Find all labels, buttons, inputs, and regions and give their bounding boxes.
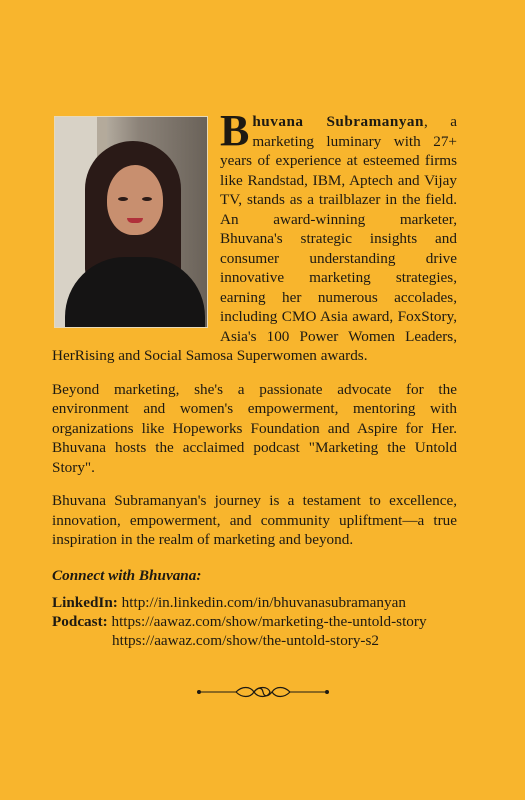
journey-paragraph: Bhuvana Subramanyan's journey is a testament to excellence, innovation, empowerment, and community upliftment—a true inspiration in the realm of marketing and beyond. [52, 492, 457, 548]
contact-links [52, 593, 457, 650]
linkedin-label: LinkedIn: [52, 594, 118, 611]
author-photo [54, 116, 208, 328]
podcast-link-2[interactable]: https://aawaz.com/show/the-untold-story-s2 [112, 632, 379, 649]
connect-heading: Connect with Bhuvana: [52, 566, 202, 584]
ornament-divider-icon [196, 684, 330, 700]
advocacy-paragraph: Beyond marketing, she's a passionate advocate for the environment and women's empowerment, mentoring with organizations like Hopeworks Foundation and Aspire for Her. Bhuvana hosts the acclaimed podcast "Marketing the Untold Story". [52, 380, 457, 476]
podcast-row [52, 612, 457, 631]
podcast-row-2 [52, 631, 457, 650]
author-bio-section [52, 106, 457, 650]
podcast-link-1[interactable]: https://aawaz.com/show/marketing-the-untold-story [111, 613, 427, 630]
linkedin-row [52, 593, 457, 612]
author-name: huvana Subramanyan [252, 113, 424, 130]
linkedin-link[interactable]: http://in.linkedin.com/in/bhuvanasubramanyan [121, 594, 406, 611]
drop-cap: B [220, 106, 250, 155]
podcast-label: Podcast: [52, 613, 108, 630]
bio-text: , a marketing luminary with 27+ years of experience at esteemed firms like Randstad, IBM, Aptech and Vijay TV, stands as a trailblazer in the field. An award-winning marketer, Bhuvana's strategic insights and consumer understanding drive innovative marketing strategies, earning her numerous accolades, including CMO Asia award, FoxStory, Asia's 100 Power Women Leaders, HerRising and Social Samosa Superwomen awards. [52, 113, 457, 364]
